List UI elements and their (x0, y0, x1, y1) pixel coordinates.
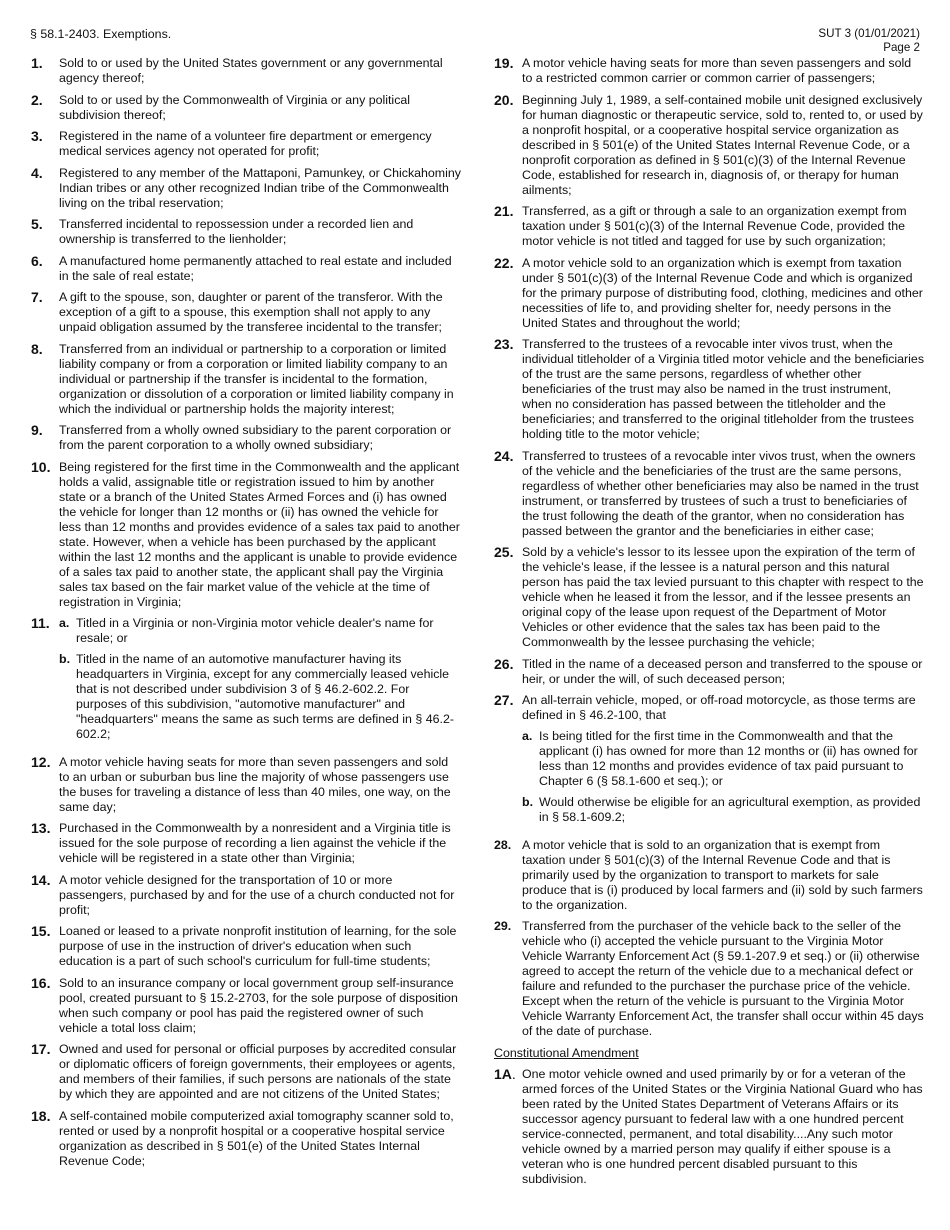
amendment-number-punct: . (511, 1065, 516, 1082)
item-text: A self-contained mobile computerized axial tomography scanner sold to, rented or used by a nonprofit hospital or a cooperative hospital service organization as described in § 501(e) of the United States Internal Revenue Code; (59, 1108, 454, 1168)
exemption-item (31, 56, 461, 86)
item-number: 2. (31, 91, 43, 108)
exemption-item (494, 693, 924, 831)
item-number: 11. (31, 615, 50, 631)
item-body (522, 204, 924, 249)
sub-item-text: Is being titled for the first time in the Commonwealth and that the applicant (i) has owned for more than 12 months or (ii) has owned for less than 12 months and provides evidence of tax paid pursuant to Chapter 6 (§ 58.1-600 et seq.); or (539, 729, 918, 788)
page-header (818, 27, 920, 54)
item-body (522, 256, 924, 331)
item-text: A manufactured home permanently attached to real estate and included in the sale of real estate; (59, 253, 452, 283)
exemption-item (31, 821, 461, 866)
exemption-item (494, 919, 924, 1039)
item-number: 1. (31, 55, 43, 71)
item-text: A motor vehicle sold to an organization which is exempt from taxation under § 501(c)(3) of the Internal Revenue Code and which is organized for the primary purpose of distributing food, clothing, medicines and other necessities of life to, and providing shelter for, needy persons in the United States and throughout the world; (522, 255, 923, 330)
item-body (522, 545, 924, 650)
item-number: 27. (494, 692, 514, 708)
item-number: 16. (31, 974, 51, 991)
item-body (522, 838, 924, 913)
item-body (59, 873, 461, 918)
item-body (522, 919, 924, 1039)
sub-item (59, 616, 461, 646)
item-text: Sold to or used by the Commonwealth of Virginia or any political subdivision thereof; (59, 92, 411, 122)
item-number: 18. (31, 1107, 51, 1124)
item-number: 17. (31, 1041, 51, 1057)
item-text: A motor vehicle having seats for more than seven passengers and sold to an urban or suburban bus line the majority of whose passengers use the buses for traveling a distance of less than 40 miles, one way, on the same day; (59, 754, 451, 814)
item-number: 4. (31, 164, 43, 181)
sub-item-text: Titled in the name of an automotive manufacturer having its headquarters in Virginia, except for any commercially leased vehicle that is not described under subdivision 3 of § 46.2-602.2. For purposes of this subdivision, "automotive manufacturer" and "headquarters" means the same as such terms are defined in § 46.2-602.2; (76, 652, 454, 741)
item-body (59, 821, 461, 866)
item-body (59, 217, 461, 247)
item-number: 10. (31, 458, 51, 475)
item-text: Transferred, as a gift or through a sale to an organization exempt from taxation under § 501(c)(3) of the Internal Revenue Code, provided the motor vehicle is not titled and tagged for use by such organization; (522, 204, 907, 248)
statute-title: § 58.1-2403. Exemptions. (30, 27, 172, 41)
item-body (59, 423, 461, 453)
item-number: 14. (31, 871, 51, 888)
item-number: 3. (31, 128, 43, 144)
item-body (522, 693, 924, 831)
item-text: Purchased in the Commonwealth by a nonresident and a Virginia title is issued for the sole purpose of recording a lien against the vehicle if the vehicle will be registered in a state other than Virginia; (59, 821, 451, 865)
sub-item-text: Titled in a Virginia or non-Virginia motor vehicle dealer's name for resale; or (76, 616, 434, 645)
item-body (59, 342, 461, 417)
item-body (59, 254, 461, 284)
amendment-text: One motor vehicle owned and used primarily by or for a veteran of the armed forces of the United States or the Virginia National Guard who has been rated by the United States Department of Veterans Affairs or its successor agency pursuant to federal law with a one hundred percent service-connected, permanent, and total disability....Any such motor vehicle owned by a married person may qualify if either spouse is a veteran who is one hundred percent disabled pursuant to this subdivision. (522, 1066, 923, 1186)
amendment-number (494, 1067, 522, 1187)
item-number: 22. (494, 254, 514, 271)
item-number: 24. (494, 447, 514, 464)
item-body (59, 755, 461, 815)
exemption-item (31, 129, 461, 159)
item-body (522, 93, 924, 198)
item-number: 25. (494, 544, 514, 560)
item-text: Sold to or used by the United States government or any governmental agency thereof; (59, 56, 443, 85)
item-number: 7. (31, 289, 43, 305)
item-text: A motor vehicle designed for the transportation of 10 or more passengers, purchased by and for the use of a church conducted not for profit; (59, 872, 455, 917)
item-body (522, 56, 924, 86)
item-text: Transferred incidental to repossession under a recorded lien and ownership is transferred to the lienholder; (59, 217, 414, 246)
item-body (59, 56, 461, 86)
exemption-item (31, 616, 461, 748)
item-text: A motor vehicle having seats for more than seven passengers and sold to a restricted common carrier or common carrier of passengers; (522, 56, 912, 85)
exemption-item (31, 290, 461, 335)
item-text: Registered to any member of the Mattaponi, Pamunkey, or Chickahominy Indian tribes or any other recognized Indian tribe of the Commonwealth living on the tribal reservation; (59, 165, 461, 210)
item-body (522, 657, 924, 687)
item-body (59, 166, 461, 211)
sub-item-letter: b. (59, 652, 71, 666)
sub-item (522, 795, 924, 825)
exemption-item (31, 460, 461, 610)
amendment-heading: Constitutional Amendment (494, 1045, 639, 1060)
item-text: An all-terrain vehicle, moped, or off-road motorcycle, as those terms are defined in § 46.2-100, that (522, 693, 916, 722)
item-text: Sold to an insurance company or local government group self-insurance pool, created pursuant to § 15.2-2703, for the sole purpose of disposition when such company or pool has paid the registered owner of such vehicle a total loss claim; (59, 975, 458, 1035)
item-body (522, 449, 924, 539)
item-body (522, 337, 924, 442)
item-number: 21. (494, 203, 514, 219)
exemption-item (494, 657, 924, 687)
item-body (59, 976, 461, 1036)
exemption-item (31, 873, 461, 918)
item-number: 15. (31, 923, 51, 939)
exemption-item (494, 449, 924, 539)
exemption-item (494, 545, 924, 650)
exemption-item (31, 1042, 461, 1102)
item-number: 23. (494, 336, 514, 352)
item-number: 26. (494, 655, 514, 672)
item-body (59, 290, 461, 335)
exemption-item (31, 976, 461, 1036)
item-text: Transferred to trustees of a revocable inter vivos trust, when the owners of the vehicle and the beneficiaries of the trust are the same persons, regardless of whether other beneficiaries may also be named in the trust instrument, or transferred by trustees of such a trust to beneficiaries of the trust following the death of the grantor, when no consideration has passed between the grantor and the beneficiaries in either case; (522, 448, 919, 538)
amendment-number-id: 1A (494, 1065, 512, 1082)
exemption-item (31, 924, 461, 969)
item-text: Transferred to the trustees of a revocable inter vivos trust, when the individual titleholder of a Virginia titled motor vehicle and the beneficiaries of the trust are the same persons, regardless of whether other beneficiaries of the trust may also be named in the trust instrument, when no consideration has passed between the titleholder and the beneficiaries; and transferred to the original titleholder from the trustees holding title to the motor vehicle; (522, 337, 925, 441)
item-number: 20. (494, 91, 514, 108)
item-text: Titled in the name of a deceased person and transferred to the spouse or heir, or under the will, of such deceased person; (522, 656, 923, 686)
item-text: Beginning July 1, 1989, a self-contained mobile unit designed exclusively for human diagnostic or therapeutic service, sold to, rented to, or used by a nonprofit hospital, or a cooperative hospital service organization as described in § 501(e) of the United States Internal Revenue Code, or a nonprofit corporation as defined in § 501(c)(3) of the Internal Revenue Code, established for research in, diagnosis of, or therapy for human ailments; (522, 92, 923, 197)
exemption-item (31, 166, 461, 211)
exemption-item (494, 838, 924, 913)
item-number: 13. (31, 820, 51, 836)
sub-item-letter: a. (59, 616, 70, 630)
item-text: Loaned or leased to a private nonprofit institution of learning, for the sole purpose of use in the instruction of driver's education when such education is a part of such school's curriculum for full-time students; (59, 924, 457, 968)
sub-item (522, 729, 924, 789)
item-text: Transferred from an individual or partnership to a corporation or limited liability company or from a corporation or limited liability company to an individual or partnership if the transfer is incidental to the formation, organization or dissolution of a corporation or limited liability company in which the individual or partnership holds the majority interest; (59, 341, 454, 416)
item-text: Transferred from a wholly owned subsidiary to the parent corporation or from the parent corporation to a wholly owned subsidiary; (59, 423, 452, 452)
right-column (494, 56, 924, 1193)
item-text: A motor vehicle that is sold to an organization that is exempt from taxation under § 501(c)(3) of the Internal Revenue Code and that is primarily used by the organization to transport to markets for sale produce that is (i) produced by local farmers and (ii) sold by such farmers to the organization. (522, 837, 923, 912)
item-number: 8. (31, 340, 43, 357)
exemption-item (31, 342, 461, 417)
exemption-item (494, 337, 924, 442)
exemption-item (31, 755, 461, 815)
page-number: Page 2 (883, 40, 920, 54)
item-number: 6. (31, 252, 43, 269)
item-body (59, 1042, 461, 1102)
item-body (59, 616, 461, 748)
item-text: Registered in the name of a volunteer fire department or emergency medical services agency not operated for profit; (59, 129, 432, 158)
item-text: Sold by a vehicle's lessor to its lessee upon the expiration of the term of the vehicle's lease, if the lessee is a natural person and this natural person has paid the tax levied pursuant to this chapter with respect to the vehicle when he leased it from the lessor, and if the lessee presents an original copy of the lease upon request of the Department of Motor Vehicles or other evidence that the sales tax has been paid to the Commonwealth by the lessee purchasing the vehicle; (522, 545, 924, 649)
item-body (59, 460, 461, 610)
item-number: 9. (31, 422, 43, 438)
exemption-item (31, 217, 461, 247)
item-text: Being registered for the first time in the Commonwealth and the applicant holds a valid, assignable title or registration issued to him by another state or a branch of the United States Armed Forces and (i) has owned the vehicle for longer than 12 months or (ii) has owned the vehicle for less than 12 months and provides evidence of a sales tax paid to another state. However, when a vehicle has been purchased by the applicant within the last 12 months and the applicant is unable to provide evidence of a sales tax paid to another state, the applicant shall pay the Virginia sales tax based on the fair market value of the vehicle at the time of registration in Virginia; (59, 459, 460, 609)
exemption-item (31, 423, 461, 453)
exemption-item (494, 204, 924, 249)
item-text: Transferred from the purchaser of the vehicle back to the seller of the vehicle who (i) accepted the vehicle pursuant to the Virginia Motor Vehicle Warranty Enforcement Act (§ 59.1-207.9 et seq.) or (ii) otherwise agreed to accept the return of the vehicle due to a mechanical defect or failure and refunded to the purchaser the purchase price of the vehicle. Except when the return of the vehicle is pursuant to the Virginia Motor Vehicle Warranty Enforcement Act, the transfer shall occur within 45 days of the date of purchase. (522, 919, 924, 1038)
item-number: 29. (494, 919, 512, 933)
item-number: 5. (31, 216, 43, 232)
sub-item-letter: a. (522, 729, 533, 743)
item-body (59, 924, 461, 969)
item-number: 28. (494, 837, 512, 852)
exemption-item (494, 56, 924, 86)
exemption-item (494, 93, 924, 198)
item-number: 12. (31, 753, 51, 770)
item-body (59, 129, 461, 159)
item-body (59, 93, 461, 123)
item-text: Owned and used for personal or official purposes by accredited consular or diplomatic officers of foreign governments, their employees or agents, and members of their families, if such persons are nationals of the state by which they are appointed and are not citizens of the United States; (59, 1042, 457, 1101)
sub-item (59, 652, 461, 742)
left-column (31, 56, 461, 1175)
exemption-item (494, 256, 924, 331)
form-id: SUT 3 (01/01/2021) (818, 27, 920, 40)
exemption-item (31, 254, 461, 284)
item-text: A gift to the spouse, son, daughter or parent of the transferor. With the exception of a gift to a spouse, this exemption shall not apply to any unpaid obligation assumed by the transferee incidental to the transfer; (59, 290, 443, 334)
item-number: 19. (494, 55, 514, 71)
item-body (59, 1109, 461, 1169)
exemption-item (31, 1109, 461, 1169)
sub-item-text: Would otherwise be eligible for an agricultural exemption, as provided in § 58.1-609.2; (539, 795, 921, 824)
exemption-item (31, 93, 461, 123)
sub-item-letter: b. (522, 795, 534, 809)
amendment-item (494, 1067, 924, 1187)
